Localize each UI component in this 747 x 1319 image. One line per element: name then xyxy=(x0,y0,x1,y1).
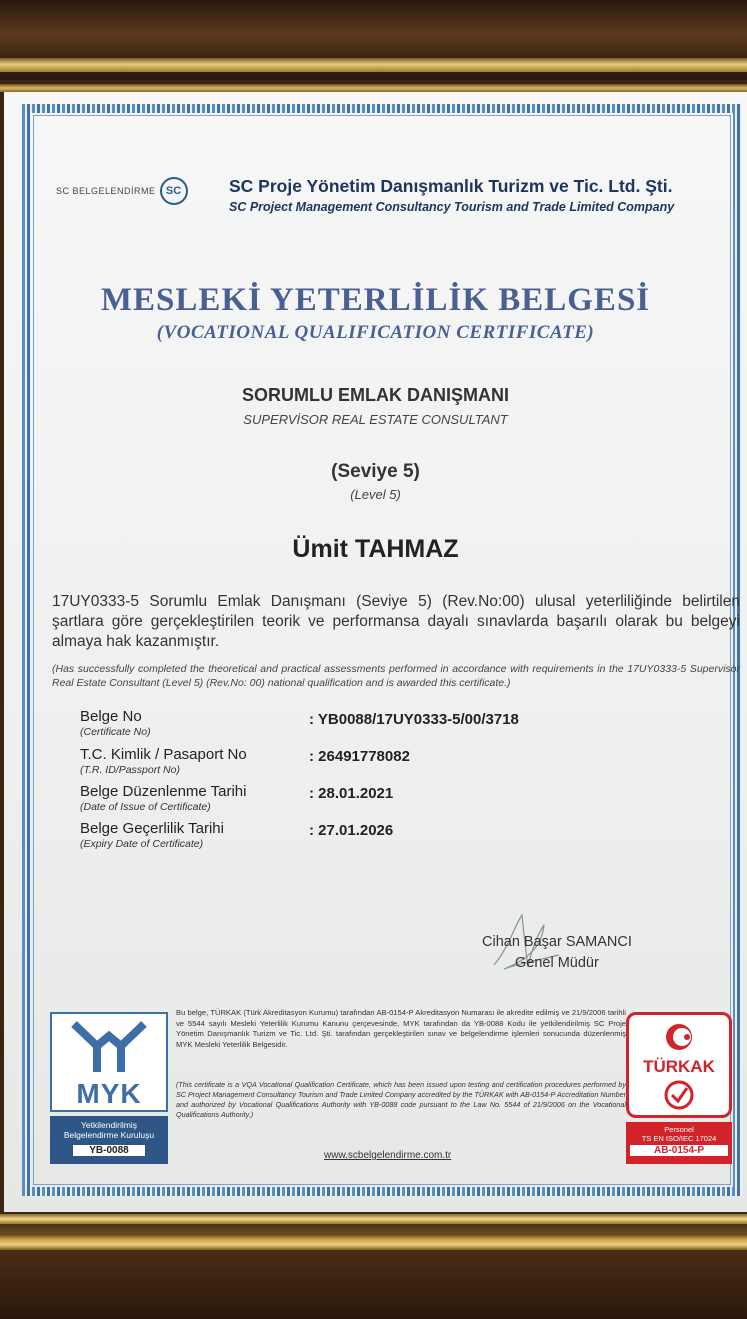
holder-name: Ümit TAHMAZ xyxy=(292,535,459,563)
frame-top-wood xyxy=(0,0,747,58)
field-label-issue-date: Belge Düzenlenme Tarihi xyxy=(80,783,247,800)
myk-code: YB-0088 xyxy=(73,1145,144,1156)
frame-top-gold-inner xyxy=(0,84,747,92)
sc-circle-icon: SC xyxy=(160,177,188,205)
sc-belgelendirme-logo xyxy=(56,178,196,204)
qualification-tr: SORUMLU EMLAK DANIŞMANI xyxy=(242,385,509,405)
company-name-en: SC Project Management Consultancy Tourism and Trade Limited Company xyxy=(229,200,675,214)
field-value-id-no: : 26491778082 xyxy=(309,748,410,765)
field-label-expiry-date: Belge Geçerlilik Tarihi xyxy=(80,820,224,837)
sc-logo-text: SC BELGELENDİRME xyxy=(56,186,156,196)
level-tr: (Seviye 5) xyxy=(331,461,420,482)
myk-logo-text: MYK xyxy=(76,1078,142,1109)
statement-en: (Has successfully completed the theoretical and practical assessments performed in accordance with requirements in the 17UY0333-5 Supervisor Real Estate Consultant (Level 5) (Rev.No: 00) national qualification and is awarded this certificate.) xyxy=(52,663,740,689)
statement-tr: 17UY0333-5 Sorumlu Emlak Danışmanı (Seviye 5) (Rev.No:00) ulusal yeterliliğinde belirtilen şartlara göre gerçekleştirilen teorik ve performansa dayalı sınavlarda başarılı olarak bu belgeyi almaya hak kazanmıştır. xyxy=(52,593,740,650)
field-label-certificate-no: Belge No xyxy=(80,708,142,725)
certificate-title-tr: MESLEKİ YETERLİLİK BELGESİ xyxy=(100,282,651,318)
field-value-expiry-date: : 27.01.2026 xyxy=(309,822,394,839)
field-value-certificate-no: : YB0088/17UY0333-5/00/3718 xyxy=(309,711,519,728)
turkak-band-line1: Personel xyxy=(664,1125,694,1134)
myk-band xyxy=(50,1116,168,1164)
field-sub-issue-date: (Date of Issue of Certificate) xyxy=(80,801,211,813)
field-sub-id-no: (T.R. ID/Passport No) xyxy=(80,764,180,776)
myk-band-line1: Yetkilendirilmiş xyxy=(81,1120,137,1130)
certificate-title-en: (VOCATIONAL QUALIFICATION CERTIFICATE) xyxy=(156,322,595,343)
frame-bottom-gold-trim xyxy=(0,1234,747,1250)
field-sub-expiry-date: (Expiry Date of Certificate) xyxy=(80,838,204,850)
turkak-band-line2: TS EN ISO/IEC 17024 xyxy=(641,1134,717,1143)
company-name-tr: SC Proje Yönetim Danışmanlık Turizm ve Tic. Ltd. Şti. xyxy=(229,176,673,196)
turkak-wordmark: TÜRKAK xyxy=(643,1057,715,1076)
myk-emblem-box xyxy=(50,1012,168,1112)
legal-text-tr: Bu belge, TÜRKAK (Türk Akreditasyon Kurumu) tarafından AB-0154-P Akreditasyon Numarası ile akredite edilmiş ve 21/9/2006 tarihli ve 5544 sayılı Mesleki Yeterlilik Kurumu Kanunu çerçevesinde, MYK tarafından da YB-0088 Kodu ile yetkilendirilmiş SC Proje Yönetim Danışmanlık Turizm ve Tic. Ltd. Şti. tarafından gerçekleştirilen sınav ve belgelendirme işlemleri sonucunda düzenlenmiş MYK Mesleki Yeterlilik Belgesidir. xyxy=(176,1008,626,1049)
level-en: (Level 5) xyxy=(350,487,401,502)
myk-emblem-icon xyxy=(52,1014,166,1078)
frame-bottom-wood xyxy=(0,1250,747,1319)
myk-band-line2: Belgelendirme Kuruluşu xyxy=(63,1130,155,1140)
myk-logo xyxy=(50,1012,168,1164)
certificate-paper xyxy=(4,92,747,1212)
website-link[interactable]: www.scbelgelendirme.com.tr xyxy=(324,1150,452,1161)
qualification-en: SUPERVİSOR REAL ESTATE CONSULTANT xyxy=(243,412,508,427)
frame-top-gold-trim xyxy=(0,58,747,72)
field-value-issue-date: : 28.01.2021 xyxy=(309,785,394,802)
turkak-code: AB-0154-P xyxy=(630,1145,728,1156)
field-sub-certificate-no: (Certificate No) xyxy=(80,726,151,738)
legal-text-en: (This certificate is a VQA Vocational Qualification Certificate, which has been issued upon testing and certification procedures performed by SC Project Management Consultancy Tourism and Trade Limited Company accredited by the TÜRKAK with AB-0154-P Accreditation Number and authorized by Vocational Qualifications Authority with YB-0088 code pursuant to the Law No. 5544 of 21/9/2006 on the Vocational Qualifications Authority.) xyxy=(176,1080,626,1119)
signatory-name: Cihan Başar SAMANCI xyxy=(482,934,632,950)
turkak-logo xyxy=(626,1012,732,1164)
turkak-emblem-box xyxy=(626,1012,732,1118)
field-label-id-no: T.C. Kimlik / Pasaport No xyxy=(80,746,247,763)
turkak-band xyxy=(626,1122,732,1164)
signatory-title: Genel Müdür xyxy=(515,955,599,971)
frame-bottom-gold-inner xyxy=(0,1214,747,1224)
